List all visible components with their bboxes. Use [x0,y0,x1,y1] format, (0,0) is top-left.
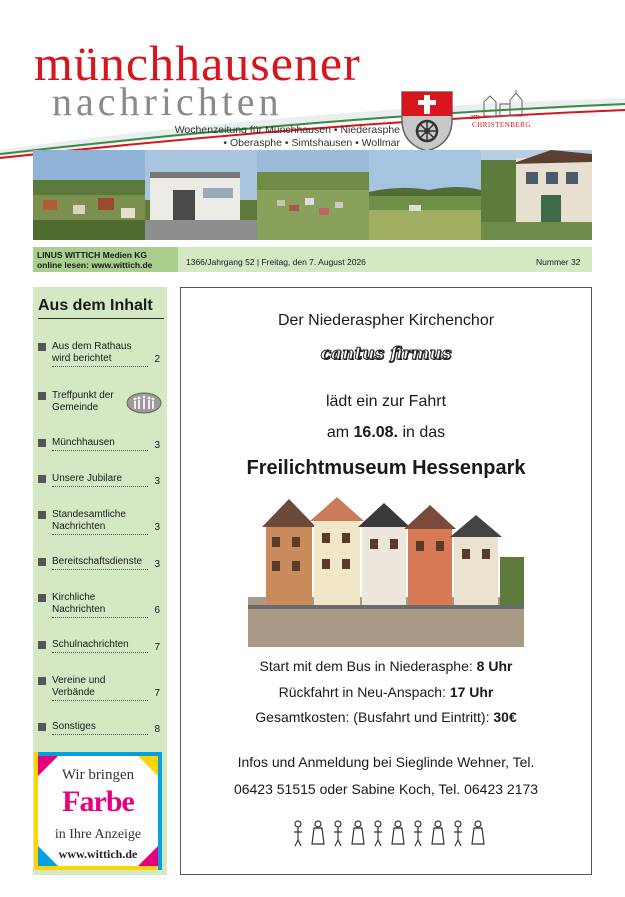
online-link[interactable]: online lesen: www.wittich.de [37,260,153,270]
cost-value: 30€ [493,709,517,725]
toc-item[interactable] [38,675,162,699]
flyer-invite: lädt ein zur Fahrt [325,393,447,410]
coat-of-arms-icon [398,88,456,154]
toc-item-text: Unsere Jubilare [52,473,123,484]
flyer-heading: Der Niederaspher Kirchenchor [277,312,495,329]
ad-url[interactable]: www.wittich.de [58,847,138,861]
bullet-icon [38,439,46,447]
bullet-icon [38,392,46,400]
flyer-return [180,684,592,700]
tagline-line-2: • Oberasphe • Simtshausen • Wollmar [223,137,400,149]
toc-item-text: Kirchliche Nachrichten [52,592,106,615]
start-label: Start mit dem Bus in Niederasphe: [259,658,477,674]
toc-item-page: 3 [154,440,160,451]
bullet-icon [38,594,46,602]
toc-item-label [52,437,148,451]
start-time: 8 Uhr [476,658,513,674]
photo-strip [33,150,592,240]
bullet-icon [38,641,46,649]
toc-item[interactable] [38,473,162,487]
community-badge-icon [126,392,162,414]
event-date: 16.08. [353,424,398,441]
toc-item-text: Sonstiges [52,721,96,732]
bullet-icon [38,558,46,566]
toc-item-text: Bereitschaftsdienste [52,556,143,567]
toc-item-text: Standesamtliche Nachrichten [52,509,126,532]
ad-line-1: Wir bringen [61,767,135,783]
bullet-icon [38,511,46,519]
toc-item-page: 2 [154,354,160,365]
choir-figures-icon [290,818,486,848]
photo-aerial-village [257,150,369,240]
toc-item-label [52,509,148,535]
flyer-start [180,658,592,674]
toc-item-label [52,592,148,618]
bullet-icon [38,475,46,483]
return-label: Rückfahrt in Neu-Anspach: [278,684,450,700]
toc-item[interactable] [38,592,162,616]
toc-item-page: 3 [154,522,160,533]
toc-item[interactable] [38,341,162,365]
issue-info: 1366/Jahrgang 52 | Freitag, den 7. August 2026 [186,257,366,267]
toc-item-label [52,675,148,701]
choir-name: cantus firmus [320,344,452,364]
logo-name: CHRISTENBERG [472,121,531,129]
toc-item-text: Vereine und Verbände [52,675,106,698]
toc-item-label [52,639,148,653]
toc-item-label [52,556,148,570]
photo-building [145,150,257,240]
ad-line-3: in Ihre Anzeige [54,827,142,842]
tagline-line-1: Wochenzeitung für Münchhausen • Niederasphe [174,124,400,136]
toc-item-page: 3 [154,559,160,570]
photo-landscape [369,150,481,240]
cost-label: Gesamtkosten: (Busfahrt und Eintritt): [255,709,494,725]
toc-item-label [52,341,148,367]
toc-item[interactable] [38,509,162,533]
toc-title: Aus dem Inhalt [38,297,153,314]
toc-item[interactable] [38,556,162,570]
toc-item-page: 8 [154,724,160,735]
ad-farbe-text: Farbe [62,785,134,818]
bullet-icon [38,723,46,731]
christenberg-logo [470,90,530,132]
masthead-tagline [140,124,400,150]
toc-item-page: 7 [154,642,160,653]
toc-item-page: 3 [154,476,160,487]
toc-item-text: Aus dem Rathaus wird berichtet [52,341,132,364]
return-time: 17 Uhr [449,684,494,700]
flyer-headline: Freilichtmuseum Hessenpark [246,457,526,479]
flyer-date-line [180,424,592,442]
photo-house [481,150,592,240]
date-suffix: in das [398,424,446,441]
bullet-icon [38,677,46,685]
publisher-name: LINUS WITTICH Medien KG [37,250,148,260]
bullet-icon [38,343,46,351]
toc-item-text: Münchhausen [52,437,115,448]
toc-divider [38,318,164,319]
publisher-info [37,250,152,270]
ad-farbe [34,785,162,819]
toc-item-label [52,473,148,487]
toc-item-text: Schulnachrichten [52,639,129,650]
toc-item-label [52,390,114,415]
toc-item-page: 6 [154,605,160,616]
toc-item-text: Treffpunkt der Gemeinde [52,390,114,413]
date-prefix: am [326,424,354,441]
photo-village [33,150,145,240]
flyer-info-line-2: 06423 51515 oder Sabine Koch, Tel. 06423 2173 [233,781,539,797]
issue-number: Nummer 32 [536,257,581,267]
toc-item-page: 7 [154,688,160,699]
museum-photo [248,497,524,647]
toc-item[interactable] [38,639,162,653]
toc-item[interactable] [38,721,162,735]
masthead-subtitle: nachrichten [52,79,283,124]
choir-name-wrap [180,344,592,364]
flyer-info-line-1: Infos und Anmeldung bei Sieglinde Wehner, Tel. [237,754,535,770]
logo-small-text: am [470,112,480,121]
toc-item[interactable] [38,437,162,451]
masthead-title: münchhausener [34,35,361,91]
toc-item-label [52,721,148,735]
flyer-cost [180,709,592,725]
